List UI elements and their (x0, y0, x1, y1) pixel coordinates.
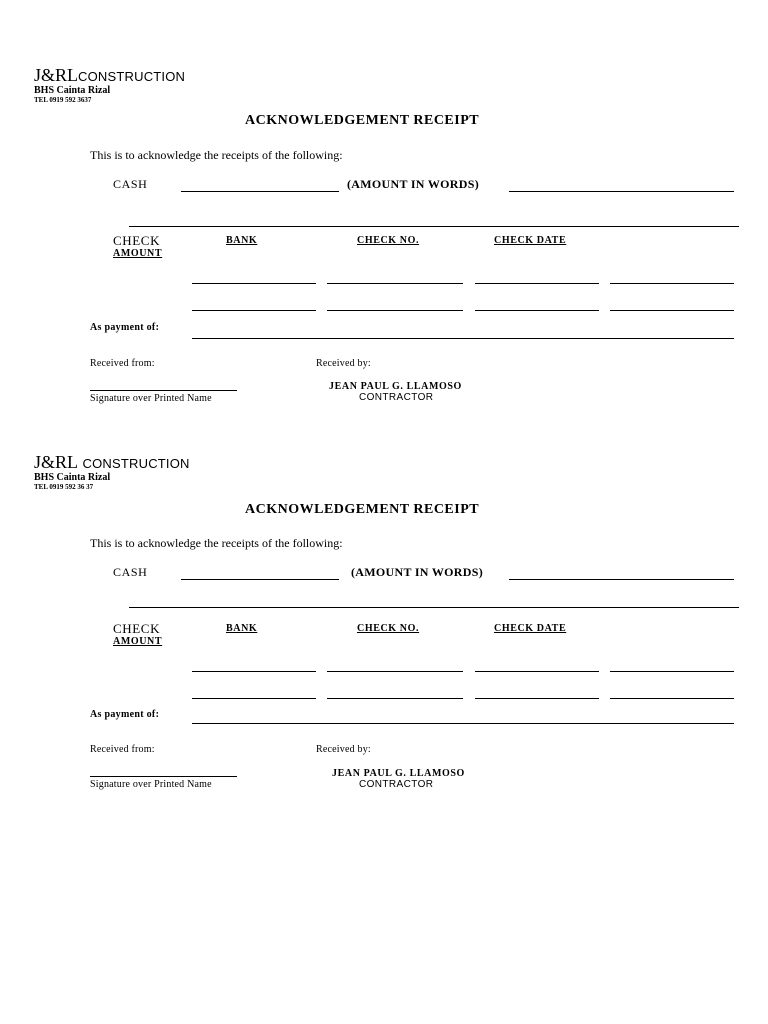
company-address: BHS Cainta Rizal (34, 472, 111, 483)
check-date-label: CHECK DATE (494, 235, 567, 246)
company-name (34, 452, 190, 473)
bank-label: BANK (226, 235, 258, 246)
signer-title: CONTRACTOR (359, 779, 434, 790)
amount-in-words-label: (AMOUNT IN WORDS) (347, 177, 479, 191)
amount-in-words-line-2[interactable] (129, 607, 739, 608)
payment-line[interactable] (192, 338, 734, 339)
check-label: CHECK (113, 233, 161, 248)
check-date-line-2[interactable] (610, 310, 734, 311)
check-date-label: CHECK DATE (494, 623, 567, 634)
check-amount-line-2[interactable] (192, 698, 316, 699)
company-word: CONSTRUCTION (82, 456, 190, 471)
check-no-line-1[interactable] (475, 283, 599, 284)
received-from-label: Received from: (90, 358, 155, 369)
amount-in-words-label: (AMOUNT IN WORDS) (351, 565, 483, 579)
check-bank-line-2[interactable] (327, 310, 463, 311)
intro-text: This is to acknowledge the receipts of the following: (90, 536, 343, 550)
check-amount-line-2[interactable] (192, 310, 316, 311)
signature-label: Signature over Printed Name (90, 393, 212, 404)
receipt-form-2 (0, 388, 768, 790)
receipt-title: ACKNOWLEDGEMENT RECEIPT (245, 113, 480, 128)
receipt-form-1 (0, 0, 768, 404)
check-no-line-2[interactable] (475, 310, 599, 311)
company-name (34, 65, 185, 86)
cash-amount-line[interactable] (181, 191, 339, 192)
amount-in-words-line[interactable] (509, 191, 734, 192)
intro-text: This is to acknowledge the receipts of the following: (90, 148, 343, 162)
check-bank-line-2[interactable] (327, 698, 463, 699)
check-bank-line-1[interactable] (327, 671, 463, 672)
company-tel: TEL 0919 592 3637 (34, 96, 92, 104)
check-no-line-1[interactable] (475, 671, 599, 672)
payment-line[interactable] (192, 723, 734, 724)
signer-name: JEAN PAUL G. LLAMOSO (329, 381, 462, 392)
company-brand: J&RL (34, 65, 79, 85)
check-date-line-1[interactable] (610, 671, 734, 672)
check-amount-line-1[interactable] (192, 671, 316, 672)
check-amount-line-1[interactable] (192, 283, 316, 284)
amount-label: AMOUNT (113, 636, 163, 647)
company-address: BHS Cainta Rizal (34, 85, 111, 96)
received-from-label: Received from: (90, 744, 155, 755)
check-bank-line-1[interactable] (327, 283, 463, 284)
amount-label: AMOUNT (113, 248, 163, 259)
receipt-title: ACKNOWLEDGEMENT RECEIPT (245, 502, 480, 517)
signature-line[interactable] (90, 776, 237, 777)
amount-in-words-line[interactable] (509, 579, 734, 580)
received-by-label: Received by: (316, 744, 371, 755)
amount-in-words-line-2[interactable] (129, 226, 739, 227)
check-no-label: CHECK NO. (357, 235, 420, 246)
company-word: CONSTRUCTION (78, 69, 186, 84)
signer-name: JEAN PAUL G. LLAMOSO (332, 768, 465, 779)
signature-label: Signature over Printed Name (90, 779, 212, 790)
cash-label: CASH (113, 565, 148, 579)
company-brand: J&RL (34, 452, 79, 472)
cash-label: CASH (113, 177, 148, 191)
payment-label: As payment of: (90, 709, 160, 720)
check-no-line-2[interactable] (475, 698, 599, 699)
check-no-label: CHECK NO. (357, 623, 420, 634)
signer-title: CONTRACTOR (359, 392, 434, 403)
company-tel: TEL 0919 592 36 37 (34, 483, 94, 491)
check-date-line-1[interactable] (610, 283, 734, 284)
cash-amount-line[interactable] (181, 579, 339, 580)
payment-label: As payment of: (90, 322, 160, 333)
check-date-line-2[interactable] (610, 698, 734, 699)
received-by-label: Received by: (316, 358, 371, 369)
check-label: CHECK (113, 621, 161, 636)
bank-label: BANK (226, 623, 258, 634)
